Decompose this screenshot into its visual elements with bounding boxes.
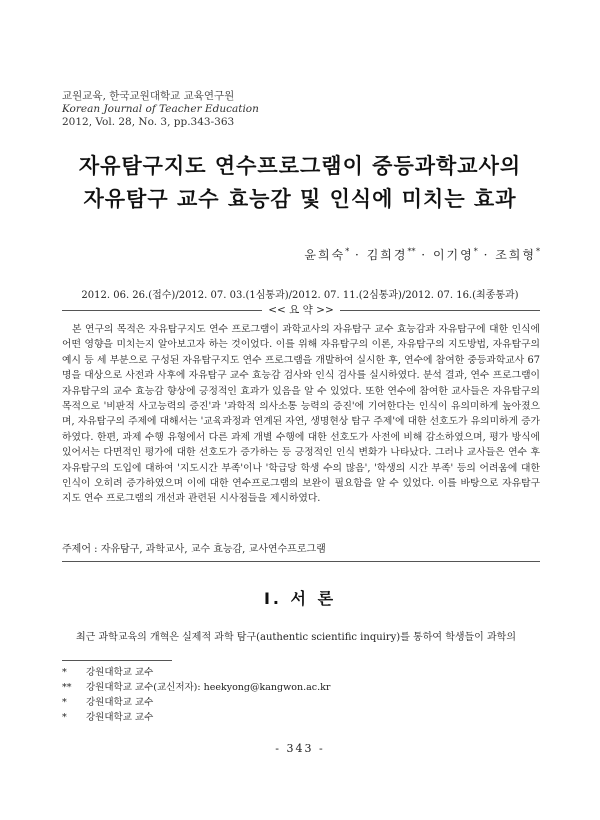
footnote-mark: * <box>62 712 67 723</box>
author-name: 조희형 <box>495 248 536 262</box>
author-name: 이기영 <box>432 248 474 262</box>
footnote-text: 강원대학교 교수(교신저자): heekyong@kangwon.ac.kr <box>86 682 331 693</box>
title-line-2: 자유탐구 교수 효능감 및 인식에 미치는 효과 <box>83 187 517 211</box>
author-mark: * <box>536 247 540 256</box>
footnote-text: 강원대학교 교수 <box>86 697 154 708</box>
journal-name-ko: 교원교육, 한국교원대학교 교육연구원 <box>62 90 235 102</box>
keywords-rule <box>62 561 540 562</box>
review-dates: 2012. 06. 26.(접수)/2012. 07. 03.(1심통과)/2012. 07. 11.(2심통과)/2012. 07. 16.(최종통과) <box>81 290 519 301</box>
paper-title <box>0 150 600 216</box>
footnote <box>62 665 330 680</box>
footnote-text: 강원대학교 교수 <box>86 667 154 678</box>
journal-volume: 2012, Vol. 28, No. 3, pp.343-363 <box>62 116 235 128</box>
abstract-heading: << 요 약 >> <box>268 304 334 316</box>
section-heading: Ⅰ. 서 론 <box>263 589 337 608</box>
abstract-heading-bar <box>62 303 540 317</box>
footnote <box>62 710 330 725</box>
author-mark: * <box>473 247 478 256</box>
footnote-mark: * <box>62 697 67 708</box>
author-separator: · <box>355 248 361 262</box>
keywords: 주제어 : 자유탐구, 과학교사, 교수 효능감, 교사연수프로그램 <box>62 544 326 555</box>
footnote-rule <box>62 660 172 661</box>
footnote-mark: ** <box>62 682 72 693</box>
footnote <box>62 695 330 710</box>
author-separator: · <box>483 248 490 262</box>
page-number: - 343 - <box>275 742 325 755</box>
abstract-text: 본 연구의 목적은 자유탐구지도 연수 프로그램이 과학교사의 자유탐구 교수 효능감과 자유탐구에 대한 인식에 어떤 영향을 미치는지 알아보고자 하는 것이었다. 이를 위해 자유탐구의 이론, 자유탐구의 지도방법, 자유탐구의 예시 등 세 부분으로 구성된 자유탐구지도 연수 프로그램을 개발하여 실시한 후, 연수에 참여한 중등과학교사 67명을 대상으로 사전과 사후에 자유탐구 교수 효능감 검사와 인식 검사를 실시하였다. 분석 결과, 연수 프로그램이 자유탐구의 교수 효능감 향상에 긍정적인 효과가 있음을 알 수 있었다. 또한 연수에 참여한 교사들은 자유탐구의 목적으로 '비판적 사고능력의 증진'과 '과학적 의사소통 능력의 증진'에 기여한다는 인식이 유의미하게 높아졌으며, 자유탐구의 주제에 대해서는 '교육과정과 연계된 자연, 생명현상 탐구 주제'에 대한 선호도가 유의미하게 증가하였다. 한편, 과제 수행 유형에서 다른 과제 개별 수행에 대한 선호도가 사전에 비해 감소하였으며, 평가 방식에 있어서는 다면적인 평가에 대한 선호도가 증가하는 등 긍정적인 인식 변화가 나타났다. 그러나 교사들은 연수 후 자유탐구의 도입에 대하여 '지도시간 부족'이나 '학급당 학생 수의 많음', '학생의 시간 부족' 등의 어려움에 대한 인식이 오히려 증가하였으며 이에 대한 연수프로그램의 보완이 필요함을 알 수 있었다. 이를 바탕으로 자유탐구지도 연수 프로그램의 개선과 관련된 시사점들을 제시하였다. <box>62 324 540 505</box>
footnotes <box>62 665 330 725</box>
footnote <box>62 680 330 695</box>
author-mark: * <box>345 247 350 256</box>
author-name: 김희경 <box>366 248 408 262</box>
footnote-text: 강원대학교 교수 <box>86 712 154 723</box>
body-paragraph: 최근 과학교육의 개혁은 실제적 과학 탐구(authentic scientific inquiry)를 통하여 학생들이 과학의 <box>76 632 516 643</box>
author-mark: ** <box>407 247 416 256</box>
footnote-mark: * <box>62 667 67 678</box>
journal-info <box>62 90 259 129</box>
title-line-1: 자유탐구지도 연수프로그램이 중등과학교사의 <box>78 154 522 178</box>
author-name: 윤희숙 <box>304 248 346 262</box>
author-separator: · <box>421 248 428 262</box>
journal-name-en: Korean Journal of Teacher Education <box>62 103 259 115</box>
author-list <box>304 246 540 263</box>
